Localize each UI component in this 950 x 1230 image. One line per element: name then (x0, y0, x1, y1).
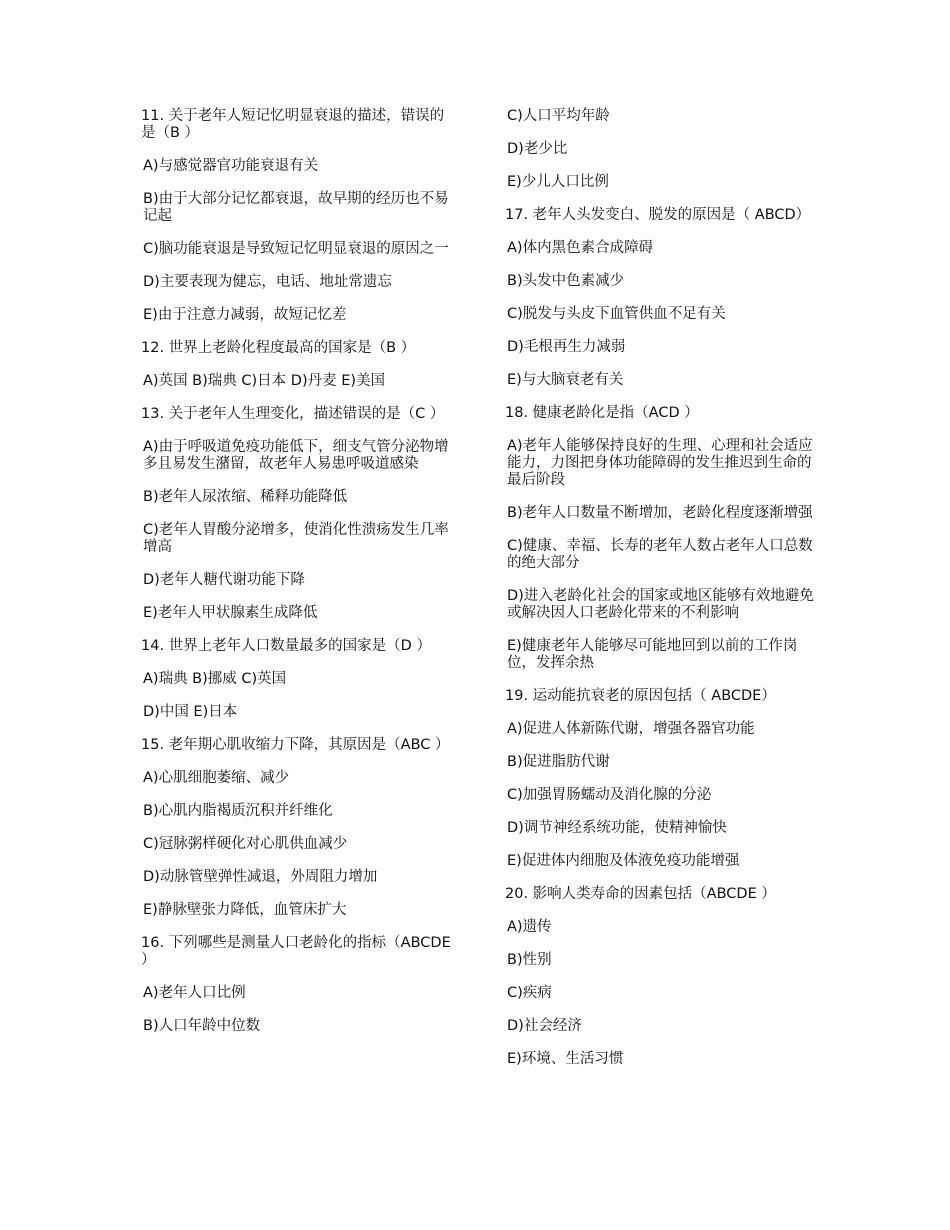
answer-option: A)由于呼吸道免疫功能低下，细支气管分泌物增多且易发生潴留，故老年人易患呼吸道感染 (143, 439, 449, 472)
answer-option: D)主要表现为健忘，电话、地址常遗忘 (143, 274, 392, 290)
answer-option: A)遗传 (507, 919, 552, 935)
question-text: 15. 老年期心肌收缩力下降，其原因是（ABC ） (141, 737, 450, 753)
answer-option: D)中国 E)日本 (143, 704, 238, 720)
answer-option: A)瑞典 B)挪威 C)英国 (143, 671, 287, 687)
answer-option: D)社会经济 (507, 1018, 582, 1034)
answer-option: C)老年人胃酸分泌增多，使消化性溃疡发生几率增高 (143, 522, 449, 555)
answer-option: E)由于注意力减弱，故短记忆差 (143, 307, 347, 323)
answer-option: E)与大脑衰老有关 (507, 372, 624, 388)
answer-option: B)促进脂肪代谢 (507, 754, 610, 770)
answer-option: E)环境、生活习惯 (507, 1051, 624, 1067)
answer-option: E)少儿人口比例 (507, 174, 609, 190)
answer-option: E)促进体内细胞及体液免疫功能增强 (507, 853, 740, 869)
answer-option: A)心肌细胞萎缩、减少 (143, 770, 290, 786)
answer-option: B)老年人尿浓缩、稀释功能降低 (143, 489, 348, 505)
answer-option: C)脱发与头皮下血管供血不足有关 (507, 306, 726, 322)
answer-option: D)动脉管壁弹性减退，外周阻力增加 (143, 869, 378, 885)
question-text: 17. 老年人头发变白、脱发的原因是（ ABCD） (505, 207, 811, 223)
question-text: 20. 影响人类寿命的因素包括（ABCDE ） (505, 886, 776, 902)
answer-option: B)头发中色素减少 (507, 273, 625, 289)
answer-option: D)毛根再生力减弱 (507, 339, 626, 355)
answer-option: B)老年人口数量不断增加，老龄化程度逐渐增强 (507, 505, 813, 521)
answer-option: A)英国 B)瑞典 C)日本 D)丹麦 E)美国 (143, 373, 386, 389)
answer-option: E)老年人甲状腺素生成降低 (143, 605, 318, 621)
answer-option: D)调节神经系统功能，使精神愉快 (507, 820, 727, 836)
question-text: 16. 下列哪些是测量人口老龄化的指标（ABCDE ） (141, 935, 451, 968)
answer-option: C)脑功能衰退是导致短记忆明显衰退的原因之一 (143, 241, 449, 257)
answer-option: C)加强胃肠蠕动及消化腺的分泌 (507, 787, 712, 803)
answer-option: C)健康、幸福、长寿的老年人数占老年人口总数的绝大部分 (507, 538, 813, 571)
answer-option: D)老年人糖代谢功能下降 (143, 572, 305, 588)
answer-option: A)与感觉器官功能衰退有关 (143, 158, 319, 174)
question-text: 13. 关于老年人生理变化，描述错误的是（C ） (141, 406, 445, 422)
answer-option: A)老年人口比例 (143, 985, 246, 1001)
right-column (505, 108, 820, 1084)
answer-option: A)体内黑色素合成障碍 (507, 240, 654, 256)
answer-option: B)由于大部分记忆都衰退，故早期的经历也不易记起 (143, 191, 449, 224)
answer-option: C)冠脉粥样硬化对心肌供血减少 (143, 836, 348, 852)
question-text: 18. 健康老龄化是指（ACD ） (505, 405, 699, 421)
left-column (141, 108, 451, 1051)
answer-option: A)老年人能够保持良好的生理、心理和社会适应能力，力图把身体功能障碍的发生推迟到生命的最后阶段 (507, 438, 813, 488)
answer-option: D)老少比 (507, 141, 568, 157)
answer-option: A)促进人体新陈代谢，增强各器官功能 (507, 721, 755, 737)
answer-option: C)人口平均年龄 (507, 108, 610, 124)
question-text: 11. 关于老年人短记忆明显衰退的描述，错误的是（B ） (141, 108, 445, 141)
answer-option: C)疾病 (507, 985, 552, 1001)
answer-option: E)静脉壁张力降低，血管床扩大 (143, 902, 347, 918)
question-text: 14. 世界上老年人口数量最多的国家是（D ） (141, 638, 431, 654)
question-text: 19. 运动能抗衰老的原因包括（ ABCDE） (505, 688, 776, 704)
answer-option: D)进入老龄化社会的国家或地区能够有效地避免或解决因人口老龄化带来的不利影响 (507, 588, 814, 621)
answer-option: E)健康老年人能够尽可能地回到以前的工作岗位，发挥余热 (507, 638, 798, 671)
answer-option: B)人口年龄中位数 (143, 1018, 261, 1034)
answer-option: B)心肌内脂褐质沉积并纤维化 (143, 803, 333, 819)
question-text: 12. 世界上老龄化程度最高的国家是（B ） (141, 340, 416, 356)
answer-option: B)性别 (507, 952, 552, 968)
